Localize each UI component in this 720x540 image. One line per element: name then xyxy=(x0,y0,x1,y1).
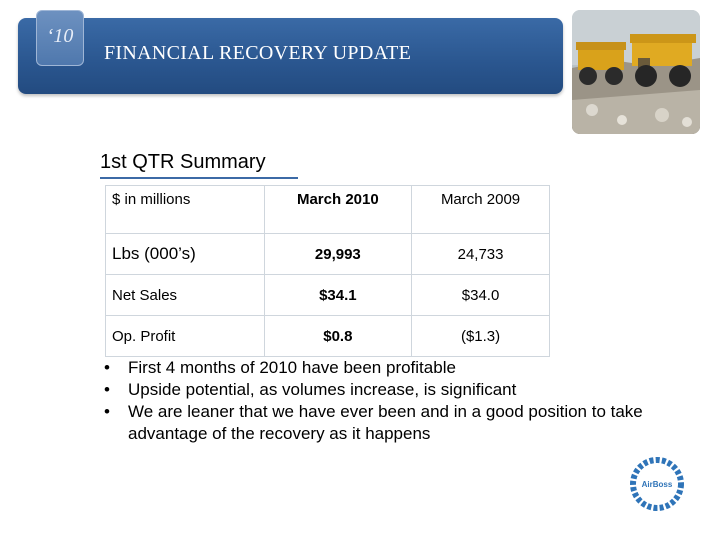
page-title: FINANCIAL RECOVERY UPDATE xyxy=(104,42,412,64)
table-row xyxy=(106,234,550,275)
value-2010: $0.8 xyxy=(264,316,412,357)
table-row xyxy=(106,275,550,316)
value-2009: 24,733 xyxy=(412,234,550,275)
value-2009: ($1.3) xyxy=(412,316,550,357)
summary-table xyxy=(105,185,550,357)
bullet-icon: • xyxy=(104,402,110,421)
table-row xyxy=(106,316,550,357)
value-2009: $34.0 xyxy=(412,275,550,316)
list-item xyxy=(104,357,644,379)
airboss-logo xyxy=(630,457,684,511)
header-cell-2009: March 2009 xyxy=(412,186,550,234)
bullet-icon: • xyxy=(104,380,110,399)
section-title: 1st QTR Summary xyxy=(100,151,266,173)
row-label: Lbs (000’s) xyxy=(106,234,265,275)
bullet-text: We are leaner that we have ever been and in a good position to take advantage of the recovery as it happens xyxy=(128,402,643,443)
year-tab: ‘10 xyxy=(36,10,84,66)
bullet-list xyxy=(104,357,644,445)
value-2010: $34.1 xyxy=(264,275,412,316)
bullet-text: Upside potential, as volumes increase, is significant xyxy=(128,380,517,399)
value-2010: 29,993 xyxy=(264,234,412,275)
svg-text:AirBoss: AirBoss xyxy=(641,480,673,489)
bullet-text: First 4 months of 2010 have been profitable xyxy=(128,358,456,377)
list-item xyxy=(104,401,644,445)
table-header-row xyxy=(106,186,550,234)
header-cell-units: $ in millions xyxy=(106,186,265,234)
haul-truck-photo xyxy=(572,10,700,134)
header-cell-2010: March 2010 xyxy=(264,186,412,234)
row-label: Op. Profit xyxy=(106,316,265,357)
row-label: Net Sales xyxy=(106,275,265,316)
section-underline xyxy=(100,177,298,179)
list-item xyxy=(104,379,644,401)
bullet-icon: • xyxy=(104,358,110,377)
